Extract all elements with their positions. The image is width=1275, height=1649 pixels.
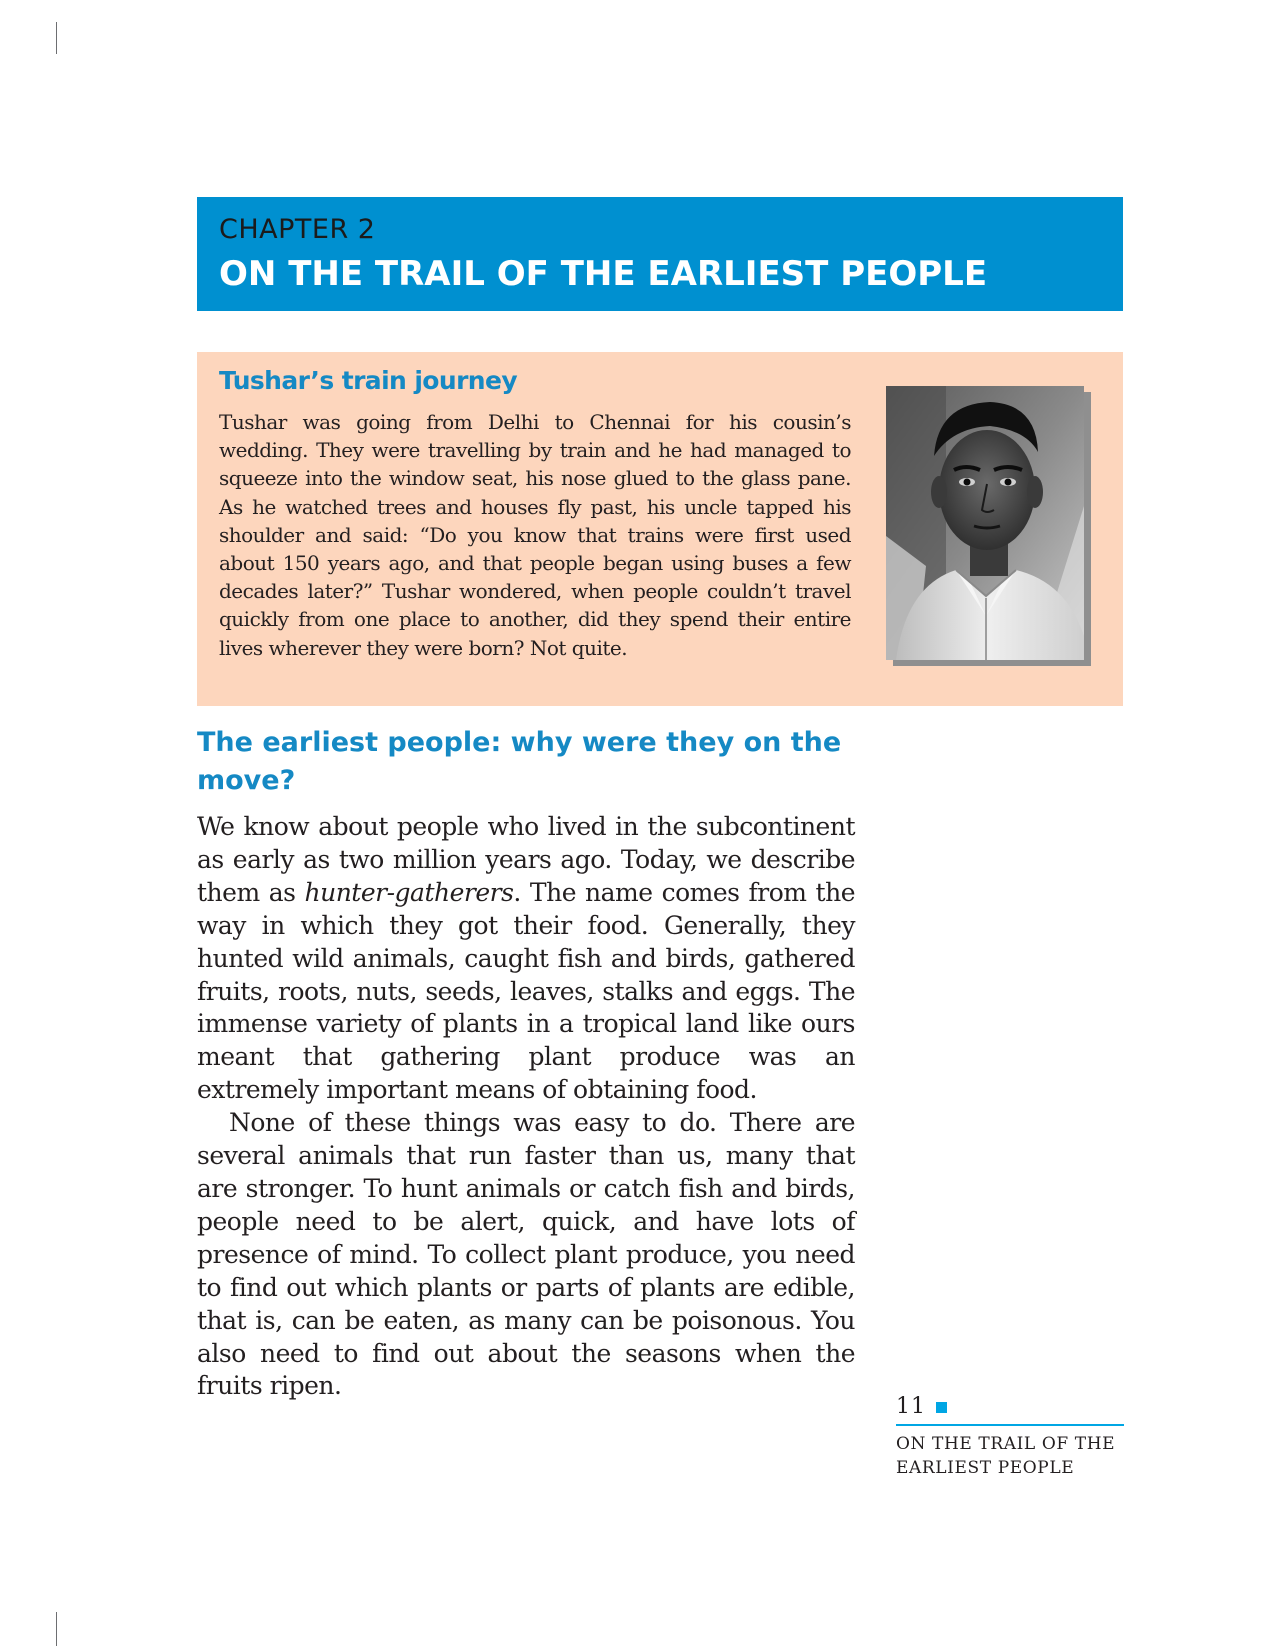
key-term: hunter-gatherers <box>304 877 514 907</box>
body-paragraph-2: None of these things was easy to do. There are several animals that run faster than us, many that are stronger. To hunt animals or catch fish and birds, people need to be alert, quick, and have lots of presence of mind. To collect plant produce, you need to find out which plants or parts of plants are edible, that is, can be eaten, as many can be poisonous. You also need to find out about the seasons when the fruits ripen. <box>197 1108 855 1401</box>
square-marker-icon <box>936 1402 947 1413</box>
page-footer <box>896 1392 1126 1480</box>
portrait-photo <box>886 386 1084 660</box>
running-title: ON THE TRAIL OF THE EARLIEST PEOPLE <box>896 1434 1116 1478</box>
chapter-title: ON THE TRAIL OF THE EARLIEST PEOPLE <box>219 254 988 294</box>
section-heading: The earliest people: why were they on the move? <box>197 727 842 796</box>
crop-mark-bottom <box>56 1612 57 1646</box>
crop-mark-top <box>56 22 57 54</box>
story-text: Tushar was going from Delhi to Chennai for his cousin’s wedding. They were travelling by train and he had managed to squeeze into the window seat, his nose glued to the glass pane. As he watched trees and houses fly past, his uncle tapped his shoulder and said: “Do you know that trains were first used about 150 years ago, and that people began using buses a few decades later?” Tushar wondered, when people couldn’t travel quickly from one place to another, did they spend their entire lives wherever they were born? Not quite. <box>219 410 851 660</box>
chapter-label: CHAPTER 2 <box>219 214 376 245</box>
body-paragraph-1 <box>197 811 855 1107</box>
footer-rule <box>896 1424 1124 1426</box>
paragraph-1-rest: . The name comes from the way in which they got their food. Generally, they hunted wild animals, caught fish and birds, gathered fruits, roots, nuts, seeds, leaves, stalks and eggs. The immense variety of plants in a tropical land like ours meant that gathering plant produce was an extremely important means of obtaining food. <box>197 877 856 1105</box>
page-number-row <box>896 1392 1126 1422</box>
body-text <box>197 811 855 1403</box>
story-box <box>197 352 1123 706</box>
chapter-header <box>197 197 1123 311</box>
paragraph-1-start: We know about people who lived in the subcontinent as early as two million years ago. Today, we describe them as <box>197 812 855 907</box>
story-heading: Tushar’s train journey <box>219 366 518 395</box>
page-number: 11 <box>896 1394 926 1419</box>
